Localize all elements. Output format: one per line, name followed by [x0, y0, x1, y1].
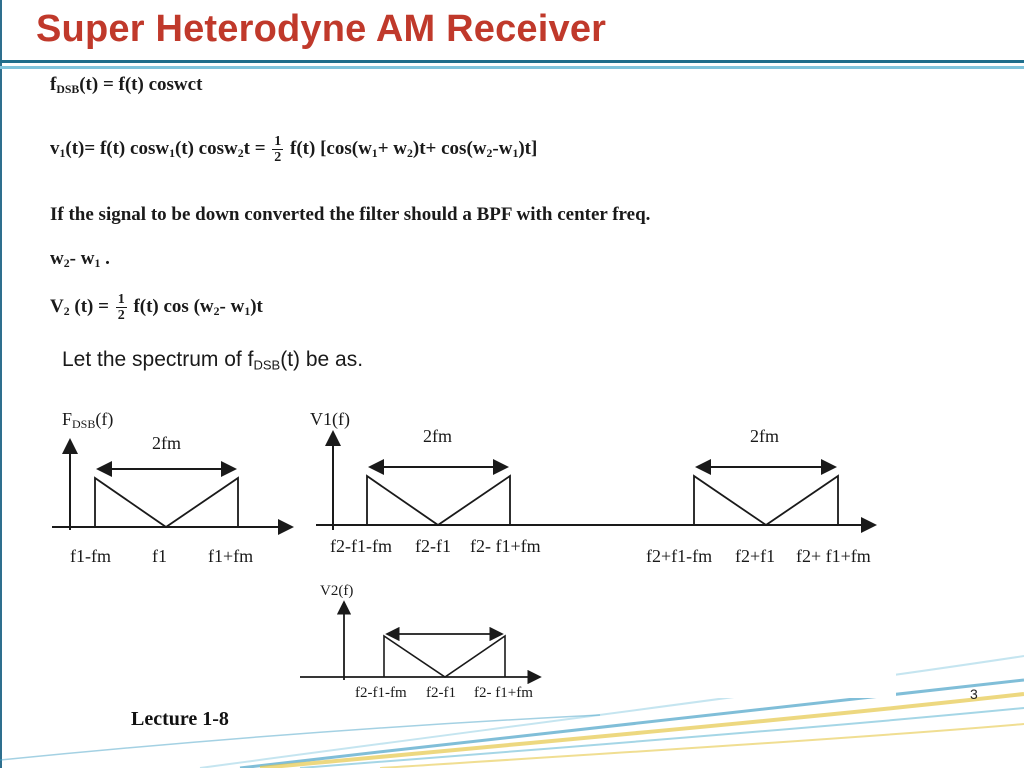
v1-bandwidth-label-right: 2fm	[750, 426, 779, 446]
fdsb-bandwidth-label: 2fm	[152, 433, 181, 453]
v2-tick-label: f2-f1	[426, 685, 456, 701]
page-number: 3	[970, 686, 978, 702]
fdsb-spectrum-shape	[95, 478, 238, 527]
equation-fdsb: $f_{DSB}(t) = f(t)$ coswct	[50, 74, 203, 96]
fdsb-tick-label: f1+fm	[208, 546, 254, 566]
v2-tick-label: f2-f1-fm	[355, 685, 407, 701]
v1-upper-band	[694, 476, 838, 525]
equation-center-freq: $w_2-$ $w_1$ .	[50, 248, 110, 270]
v1-bandwidth-label-left: 2fm	[423, 426, 452, 446]
v1-tick-label: f2- f1+fm	[470, 536, 541, 556]
v2-y-label: V2(f)	[320, 583, 354, 599]
slide-title: Super Heterodyne AM Receiver	[36, 8, 607, 50]
fdsb-spectrum	[52, 409, 292, 566]
v1-spectrum	[310, 409, 875, 566]
equation-v2: $V_2$ (t) = $\frac{1}{2}$ f(t) $\cos (w_2-$ $w_1)t$	[50, 292, 263, 323]
v1-tick-label: f2+f1	[735, 546, 776, 566]
lecture-label: Lecture 1-8	[131, 708, 229, 730]
v1-tick-label: f2-f1-fm	[330, 536, 392, 556]
v2-tick-label: f2- f1+fm	[474, 685, 533, 701]
v1-lower-band	[367, 476, 510, 525]
text-filter-note: If the signal to be down converted the filter should a BPF with center freq.	[50, 204, 651, 225]
fdsb-tick-label: f1-fm	[70, 546, 111, 566]
v1-tick-label: f2-f1	[415, 536, 451, 556]
v2-spectrum-shape	[384, 636, 505, 677]
text-spectrum-intro: Let the spectrum of $f_{DSB}(t)$ be as.	[62, 348, 364, 373]
fraction-half: $\frac{1}{2}$	[117, 292, 125, 323]
fdsb-tick-label: f1	[152, 546, 167, 566]
v1-y-label: V1(f)	[310, 409, 350, 429]
fdsb-y-label: FDSB(f)	[62, 409, 114, 431]
fraction-half: $\frac{1}{2}$	[274, 134, 282, 165]
v1-tick-label: f2+ f1+fm	[796, 546, 871, 566]
v2-spectrum	[300, 583, 540, 701]
v1-tick-label: f2+f1-fm	[646, 546, 713, 566]
equation-v1: $v_1(t)= f(t)$ cosw$_1$(t) cosw$_2$t = $\frac{1}{2}$ f(t) $[\cos(w_1+ w_2)t+ \cos(w_2-w_1)t]$	[50, 134, 538, 165]
